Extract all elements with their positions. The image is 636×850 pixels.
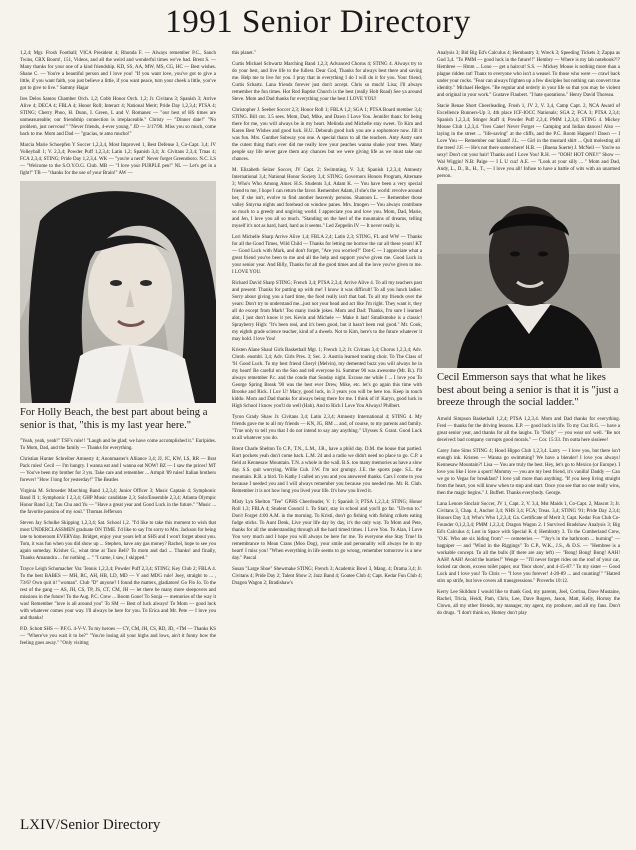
page-title: 1991 Senior Directory [165, 4, 471, 40]
directory-entry: P.D. Schott SHS — P.F.G. 4-V-V. To my heroes — CY, CM, JH, CS, RD, JD, +TM — Thanks KS — "Where've you wait it to be?" "You're losing all your highs and lows, ain't it funny how the feeling goes away." "Only visiting [20, 627, 216, 646]
directory-entry: Kerry Lee Skildum I would like to thank God, my parents, Joel, Corrina, Dave Mustaine, Rachel, Tricia, Heidi, Pam, Chris, Lee, Dave Rogers, Jason, Matt, Kelly, Hornsy the Clown, all my other friends, my manager, my agent, my producer, and all my fans. Don't do drugs. "I don't think so, Homey don't play [437, 589, 620, 616]
directory-entry: Trayce Leigh Schumacher Var. Tennis 1,2,3,4; Powder Puff 2,3,4; STING; Key Club 2; FBLA 4. To the best BABES — MH, RC, AH, HB, LD, MD — V and MDG rule! Joey, straight to ... , 73/6? Own quit it! "woman". Club "D" anyone? I found the matters, gladiators! Go Flo Jo. To the rest of the gang — AS, JH, CS, TP, JS, CT, CM, JH — let there be many more sleepovers and missions in the future! To the Aug. P.C. Crew ... Boom Gone! To Sonja — memories of the way it was! Remember "love is all around you" To SM — Best of luck always! To Mom — good luck with whatever comes your way. I'll always be here for you. To Erica and Mr. Pete — I love you and thanks! [20, 567, 216, 621]
photo-cecil-emmerson [437, 184, 620, 368]
directory-entry: Virginia M. Schroeder Marching Band 1,2,3,4; Junior Officer 3; Music Captain 4; Symphonic Band II 1; Symphonic I 2,3,4; GHP Music candidate 2,3; Solo/Ensemble 2,3,4; Atlanta Olympic Honor Band 3,4; Tau Chu and Yu — "Have a great year and Good Luck in the future." "Music ... the favorite passion of my soul." Thomas Jefferson [20, 489, 216, 515]
photo-caption-right: Cecil Emmerson says that what he likes best about being a senior is that it is "just a breeze through the social ladder." [437, 372, 619, 408]
directory-entry: M. Elizabeth Seizer Soccer, JV Capt. 2; Swimming, V. 3,4; Spanish 1,2,3,4; Amnesty International 3,4; National Honor Society 3,4; STING; Governors Honors Program, Alternate 3; Who's Who Among Amer. H.S. Students 3,4. Adam K. — You have been a very special friend to me, I hope I can return the favor. Remember Adam, if she's the world: revolve around her, if she isn't, evolve to find another heavenly persons. Shannon L. — Remember those valley Smyrna nights and forehead on window panes. Mrs. Imogen — You always contribute so much to a greedy and ungiving world. I appreciate you and love you. Mom, Dad, Marie, and Jen, I love you all so much. "Standing on the heel of the mountains of dreams, telling myself it's not as hard, hard, hard as it seems." Led Zeppelin IV — It never really is. [232, 168, 422, 229]
directory-entry: Curtis Michael Schwartz Marching Band 1,2,3; Advanced Chorus 4; STING 4. Always try to do your best, and live life to the fullest. Dear God, Thanks for always best there and saving me. Help me to live for you. I pray that in everything I do I will do it for you. Your friend, Curtis Schartz. Lana friends forever just don't accept. Chris so much! Lisa; I'll always remember the fun times. Hot Rod Baptist Church is the best (really Holt Road) See ya around Steve. Mom and Dad thanks for everything your the best I LOVE YOU! [232, 62, 422, 102]
directory-entry: Lana Lenore Sinclair Soccer, JV 1, Capt. 2, V. 3,4, Mst Maids 1, Co-Capt. 2, Mascot 3; Jr. Civitans 3, Chap. 4, Anchor 3,4; NHS 3,4; FCA; Treas. 3,4; STING '91; Pride Day 2,3,4; Honors Day 3,4; Who's Who 1,2,3,4; Ga. Certificate of Merit 3; Capt. Kedar Fun Club Co-Founder 0,1,2,3,4; PMM 1,2,3,4; Dragon Wagon 2. I Survived Bradshaw Analysis 3; Big Ed's Calculus 4; Lost in Space with Special K 4; Hembistry 3. To the Cumberland Crew, "O.K. Who ate six hiding from" — cemeteries — ""Joy's in the bathroom ... burning" — bagpiper — and "Wind in the Riggings" To C.P., W.K., J.S., & D.S. — "Hembree is a workable concept. To all the bulls (If there are any left) — "Bong! Bong! Bong! AAH! AAH! AAH! Avoid the hurties!" Wenge — "I'll never forget rides on the roof of your car, locked car doors, excess toilet paper, our 'floor show', and 4-15-87." To my sister — Good Luck and I love you! To Chris — "I love you forever! 4-20-89 ... and counting!" "Hatred stirs up strife, but love covers all transgressions." Proverbs 10:12. [437, 501, 620, 584]
directory-entry: Richard David Sharp STING; French 3,4; PTSA 2,3,4; Arrive Alive 4. To all my teachers past and present: Thanks for putting up with me! I know it was difficult! To all you lunch ladies: Sorry about giving you a hard time, the food really isn't that bad. To all my friends over the years: Don't try to understand me...just not your head and act like I'm right. They want it, they all do except from Mark! Too many inside jokes. Mom and Dad: Thanks, I'm sure I learned alot, I just don't know it yet. Kevin and Michele — Make it last! Smallsmoke is a classic! Sprayberry High: "It's been real, and it's been good, but it hasn't been real good." Mr. Cook, my eighth grade science teacher, kind of a dweeb. Not to Kim, here's to the future whatever it may hold. I love You! [232, 281, 422, 342]
column-left [20, 50, 216, 651]
directory-entry: Christopher J. Seeber Soccer 2,3; Honor Roll 1; FBLA 1,2; SGA 1; PTSA Board member 3,4; STING. Bill cnt. 3.5 sees. Mom, Dad, Mike, and Dawn I Love You. Jennifer thanx for being there for me, you will always be in my heart. Melinda and Michelle stay sweet. To Kim and Karen Best Wishes and good luck. H.U. Deborah good luck you are a sophomore now. Jill it was fun. Mrs. Gunther Subway you one. A special thanx to all the teachers. Amy Autry sure the cutest thing that's ever did me really love your peaches wanna shake your trees. Many people say life never gave them any chances but we were giving life as we must take our chances. [232, 108, 422, 162]
portrait-photo-left [20, 181, 216, 403]
directory-entry: this planet." [232, 51, 256, 56]
directory-entry: Brent Charle Shelton To C.P., T.N., L.M., J.R., have a phiid day. D.M. the house that partied. Kurt pockets yeah don't come back. L.M. 24 and a radio we didn't need no place to go. C.P. a field at Kennesaw Mountain. T.N. a whole in the wall. B.S. too many memories as have a slow day. S.S. quit worrying. Willie Cub. J.W. I'm not grumpy. J.E. the sports page. S.L. the mountain. R.B. a bird. To Kathy I called on you and you answered thanks. Cars I come to you because I needed you and I will always remember you because you needed me. Mr. R. Club. Remember it is not how long you lived your life. It's how you lived it. [232, 447, 422, 494]
column-right [437, 50, 620, 621]
column-middle [232, 50, 422, 591]
directory-entry: Tyron Grady Shaw Jr. Civitans 3,4; Latin 2,3,4; Amnesty International 4; STING 4. My friends gave me to all my friends — KN, JG, RM ... and, of course, to my parents and family. "True only to tell you that I do not intend to say any anything." Ulysses S. Grant. Good Luck to all whatever you do. [232, 415, 422, 441]
directory-entry: Lori Michelle Sharp Arrive Alive 1,4; FBLA 2,4; Latin 2,3; STING, FL and WW — Thanks for all the Good Times, Wild Child — Thanks for letting me borrow the car all these years! KT — Good Luck with Mark, and don't forget, "Are you worried?" Dot-C — I appreciate what a great friend you've been to me and all the help and support you've given me. Good Luck in your senior year. And Billy, Thanks for all the good times and all the love you've given to me. I LOVE YOU. [232, 235, 422, 275]
directory-entry: Carey June Sims STING 4; Hood Hippo Club 1,2,3,4. Larry — I love you, but there isn't enough ink. Kristen — Wanna go swimming? We have a blender! I love you always! Kennesaw Mountain?! Lisa — You are truly the best. Hey, let's go to Mexico (or Europe). I love you like I love a sport! Mommy — you are my best friend, it's vanilla! Daddy — Can we go to Vegas for breakfast? I love yall more than anything. "If you keep living straight from the heart, you will know when to stop and start. Once you see that no one really wins, then the magic begins." J. Buffett. Thanks everybody. George. [437, 448, 620, 496]
directory-entry: Susan "Large Shoe" Shewmake STING; French 3; Academic Bowl 3, Mang. 4; Drama 3,4; Jr. Civitans 4; Pride Day 2; Talent Show 2; Jazz Band 4; Goatee Club 4; Capt. Kedar Fun Club 4; Dragon Wagon 2; Bradishaw's [232, 567, 422, 586]
photo-holly-beach [20, 181, 216, 403]
directory-entry: Marcia Marie Schoepfen Y Soccer 1,2,3,4, Most Improved 1, Best Defense 3, Co-Capt. 3,4; JV Volleyball 1; V. 2,3,4; Powder Puff 1,2,3,4; Latin 1,2; Spanish 3,4; Jr. Civitans 2,3,4; Tmas 4; FCA 2,3,4; STING; Pride Day 1,2,3,4. WK — "you're a nerd" Never forget Greensboro. N.C. LS — "Welcome to the S.O.Y.O.G. Club. MB — "I love your PURPLE pen!" NL — Let's get in a fight!" TB — "thanks for the use of your Brain!" AW — [20, 143, 216, 176]
photo-caption-left: For Holly Beach, the best part about being a senior is that, "this is my last year here." [20, 407, 208, 431]
portrait-photo-right [437, 184, 620, 368]
directory-entry: Ires Delos Santos Chamber Orch. 1,2; Cobb Honor Orch. 1,2; Jr. Civitans 3; Spanish 3; Arrive Alive 4; DECA 4; FBLA 4; Honor Roll; Interact 4; National Merit; Pride Day 1,2,3,4; PTSA 4; STING; Cherry Phoo, H. Dunn, I. Green, L and V. Romanez — "our best of HS times are unmeasureable; our friendship connection is irreplaceable." Christy — "Dinner date!" "No problem, just nervous!" "Never friends, 4-ever young." JD — 3/17/90. Miss you so much, come back to me. Mom and Dad — "gracias, te amo mucho!" [20, 97, 216, 137]
directory-entry: Arnold Simpson Basketball 1,2,4; PTSA 1,2,3,4. Mom and Dad thanks for everything. Fred — thanks for the driving lessons. E.P. — good luck in life. To my Cuz R.G. — have a great senior year, and thanks for all the laughs. To "Dolly" — you wear on! well. "Be not deceived: bad company corrupts good morals." — Cor. 15:33. I'm outta here sissieee! [437, 416, 620, 443]
directory-entry: Christian Hunter Schreiber Amnesty 4; Anonmaster's Alliance 3,4; JJ, JC, KW, LS, RR — Brat Pack rules! Cecil — I'm hungry. I wanna eat and I wanna eat NOW! BZ — I saw the prices! MT — You've been my brother for 3 yrs. Take care and remember ... Armpit '89 rules! Italian brothers forever! "How I long for yesterday!" The Beatles [20, 457, 216, 483]
directory-entry: Analysis 3; Bid Big Ed's Calculus 4; Hembastry 3; Wreck 3; Speeding Tickets 3; Zappa as God 3,4. "To PMM — good luck in the future!!" Hembry — Where is my lab notebook?!? Hembree — Hmm ... Lono — get a haircut! S.S. — Mickey Mouse is nothing more than a plague ridden rat! Thanx to everyone who isn't a weasel. To those who were — crawl back under your rocks. "Fear can always frighten up a few disciples but nothing can convert true identity." Michael Hedges. "Be regular and orderly in your life so that you may be violent and original in your work." Gustave Flaubert. "I hate quotations." Henry David Thoreau. [437, 51, 620, 98]
directory-entry: Steven Jay Schulke Skipping 1,2,3,4; Sat. School 1,2. "I'd like to take this moment to wish that most UNDERCLASSMEN graduate ON TIME. I'd like to say I'm sorry to Mrs. Jackson for being late to homeroom EVERYday. Bridget, enjoy your years left at SHS and I won't forget about you. Tom, it was fun when you did show up ... Stephen, have any gas money? Rachel, hope to see you again someday. Krisher G., what time at Taco Bell? To mom and dad ... Thanks! and finally, Thanks Amanndra ... for nothing ... " "I came, I saw, I skipped." [20, 521, 216, 561]
directory-entry: Stacie Renae Short Cheerleading, Frosh 1, JV 2, V. 3,4, Camp Capt. 2, NCA Award of Excellence Runners-Up 3, 4th place ICF-IOCC Nationals; SGA 2; FCA 3; PTSA 2,3,4; Spanish 1,2,3,4; Stinger Staff 4; Powder Puff 2,3,4; PMM 1,2,3,4; STING 4. Mickey Mouse Club 1,2,3,4. "Ives Cane! Never Forget — Camping and Indian dances! Also — laying in the street ... "life-saving" at the cliffs, and the P.C. Room Happen!! Dawn — I Love You — Remember our Island! J.L. — Girl in the mustard shirt ... Quit molesting all the trees! J.F. — He's not there somewhere! H.B. — (Buena Suerte) J. McNeil — You're so sexy! Don't cut your hair! Thanks and I Love You! R.H. — "OOH! HOT ONE!!" Show — Wal Wiggin! N.B: Paige — I L U cuz! A.E. — "Look at your silly ... " Mom and Dad, Andy, L., D., B., H., T., — I love you all! Infuse to have a battle of wits with an unarmed person. [437, 104, 620, 179]
directory-entry: Kristen Alane Shaul Girls Basketball Mgr. 1; French 1,2; Jr. Civitans 3,4; Chorus 1,2,3,4; Adv. Chrob. ensmbl. 3,4; Adv. Girls Pres. 3; Sec. 2. Austria learned touring choir. To The Class of '91 Good Luck. To my best friend Cheryl (Melvin), my demented buzz you will always be in my heart! Be careful on the Sno and tell everyone hi. Summer 90 was awesome (Mr. B.). I'll always remember P.c. and the condo that Sunday night. Excuse me while I ... I love you To George Spring Break '90 was the best ever Drew, Mike, etc. let's go again this time with Brooke and Rick. I Luv U! Macy, good luck, in 3 years you will be here too. Keep in touch kiddo. Mom and Dad thanks for always being there for me. I think of it! Karyn, good luck in High School I know you'll do well (Hah). And to Rich I Love You Always! Philbert. [232, 348, 422, 409]
page-footer: LXIV/Senior Directory [20, 817, 161, 833]
directory-entry: Misty Lyn Shelton "Tee" GPHS Cheerleader, V. 1; Spanish 3; PTSA 1,2,3,4; STING; Honor Roll 1,3; FBLA 4; Student Council 1. To Starr, stay in school and you'll go far. "Uh-run to." Don't Forget 4:00 A.M. in the morning. To Kristi, don't go fishing with fishing crikets eating fudge sticks. To Aunt Denk, Live your life day by day, it's the only way. To Mom and Pete, thanks for all the understanding through all the hard timed times. I Love You. To Alan, I Love You very much and I hope you will always be here for me. To everyone else Stay True! In remembrance to Mean Crans (Moo Dog), your smile and personality will always be in my heart! I miss you! "When everything in life seems to go wrong, remember tomorrow is a new day." Pascal [232, 500, 422, 561]
directory-entry: 1,2,4; Mgr. Frosh Football; VICA President 4; Rhonda F. — Always remember P.C., Sanch Twins, CRX Boom!, 151, Videos, and all the weird and wonderful times we've had. Brent S. — Many thanks for your one of a kind friendship. KD, SS, AA, MW, MS, CG, HC — Best wishes. Shane C. — You're a beautiful person and I love you! "If you want love, you've got to give a little, if you want faith, you just believe a little, if you want peace, turn your cheek a little, you've got to give to live." Sammy Hagar [20, 51, 216, 91]
directory-entry: "Yeah, yeah, yeah!" TSF's rule!! "Laugh and be glad; we have come accomplished it." Euripides. To Mom, Dad, and the family — Thanks for everything. [20, 439, 216, 451]
